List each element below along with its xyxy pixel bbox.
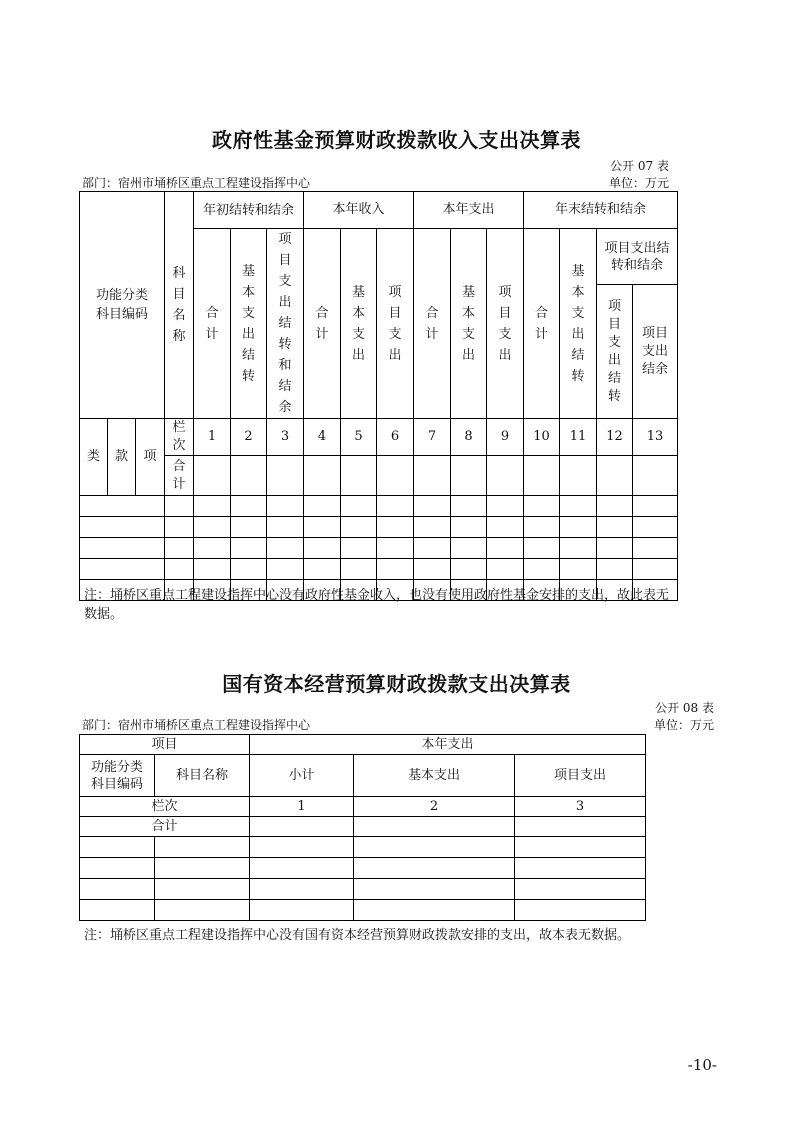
header-subject-name: 科目名称 (165, 192, 194, 419)
header-basic-carry: 基本支出结转 (560, 229, 597, 419)
label-column-index: 栏次 (80, 797, 250, 817)
header-project-balance: 项目支出结余 (633, 285, 678, 419)
table-row (80, 837, 646, 858)
table-row (80, 559, 678, 580)
table08-title: 国有资本经营预算财政拨款支出决算表 (222, 672, 571, 696)
table-row (80, 496, 678, 517)
col-index: 8 (451, 419, 487, 456)
header-total: 合计 (414, 229, 451, 419)
label-column-index: 栏次 (165, 419, 194, 456)
col-index: 12 (597, 419, 633, 456)
col-index: 1 (250, 797, 354, 817)
table08-department: 部门：宿州市埇桥区重点工程建设指挥中心 (82, 718, 311, 732)
table07-code: 公开 07 表 (610, 159, 669, 173)
header-basic-expense: 基本支出 (451, 229, 487, 419)
table-row (80, 858, 646, 879)
label-total-row: 合计 (80, 817, 250, 837)
table-row (80, 879, 646, 900)
header-basic-expense: 基本支出 (341, 229, 377, 419)
header-category: 类 (80, 419, 108, 496)
table07-title: 政府性基金预算财政拨款收入支出决算表 (212, 128, 581, 152)
header-total: 合计 (194, 229, 231, 419)
header-project-carry-balance-group: 项目支出结转和结余 (597, 229, 678, 285)
table08-unit: 单位：万元 (653, 718, 714, 732)
header-project-carry: 项目支出结转 (597, 285, 633, 419)
table07-department: 部门：宿州市埇桥区重点工程建设指挥中心 (82, 176, 311, 190)
col-index: 3 (515, 797, 646, 817)
table-row (80, 538, 678, 559)
header-section: 款 (108, 419, 136, 496)
col-index: 9 (487, 419, 524, 456)
header-year-expense: 本年支出 (414, 192, 524, 229)
header-basic-carry: 基本支出结转 (231, 229, 267, 419)
header-basic-expense: 基本支出 (354, 755, 515, 797)
table07-note: 注：埇桥区重点工程建设指挥中心没有政府性基金收入，也没有使用政府性基金安排的支出，故此表无数据。 (84, 588, 670, 622)
col-index: 4 (304, 419, 341, 456)
table-row (80, 900, 646, 921)
col-index: 2 (354, 797, 515, 817)
header-func-code: 功能分类科目编码 (80, 192, 165, 419)
table08 (79, 734, 646, 921)
header-subtotal: 小计 (250, 755, 354, 797)
page-number: -10- (687, 1056, 717, 1074)
header-subject-name: 科目名称 (155, 755, 250, 797)
header-project-expense: 项目支出 (377, 229, 414, 419)
col-index: 1 (194, 419, 231, 456)
header-project-carry-balance: 项目支出结转和结余 (267, 229, 304, 419)
col-index: 6 (377, 419, 414, 456)
header-opening-balance: 年初结转和结余 (194, 192, 304, 229)
header-project-expense: 项目支出 (487, 229, 524, 419)
header-item: 项 (136, 419, 165, 496)
header-total: 合计 (524, 229, 560, 419)
header-year-expense: 本年支出 (250, 735, 646, 755)
header-project-expense: 项目支出 (515, 755, 646, 797)
col-index: 2 (231, 419, 267, 456)
col-index: 10 (524, 419, 560, 456)
col-index: 7 (414, 419, 451, 456)
table08-note: 注：埇桥区重点工程建设指挥中心没有国有资本经营预算财政拨款安排的支出，故本表无数据。 (84, 928, 631, 943)
header-func-code: 功能分类科目编码 (80, 755, 155, 797)
header-total: 合计 (304, 229, 341, 419)
table08-code: 公开 08 表 (655, 701, 714, 715)
col-index: 3 (267, 419, 304, 456)
table-row (80, 517, 678, 538)
header-closing-balance: 年末结转和结余 (524, 192, 678, 229)
col-index: 5 (341, 419, 377, 456)
label-total-row: 合计 (165, 456, 194, 496)
table07-unit: 单位：万元 (608, 176, 669, 190)
col-index: 13 (633, 419, 678, 456)
header-year-income: 本年收入 (304, 192, 414, 229)
table07 (79, 191, 678, 601)
header-item: 项目 (80, 735, 250, 755)
col-index: 11 (560, 419, 597, 456)
